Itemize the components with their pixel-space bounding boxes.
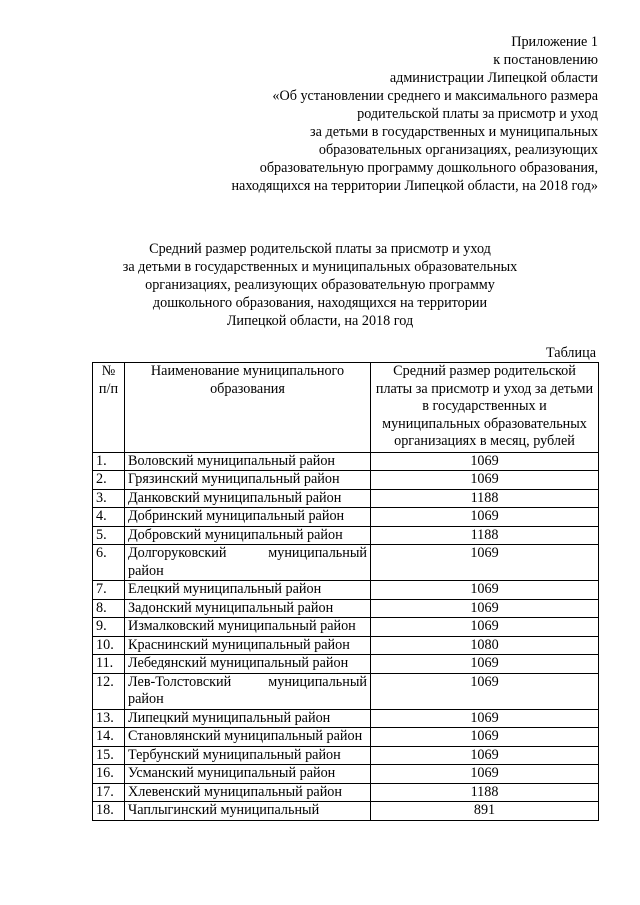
row-name: Лебедянский муниципальный район bbox=[125, 655, 371, 674]
table-row bbox=[93, 452, 599, 471]
row-name: Воловский муниципальный район bbox=[125, 452, 371, 471]
row-number: 11. bbox=[93, 655, 125, 674]
row-value: 1069 bbox=[371, 618, 599, 637]
row-value: 1188 bbox=[371, 526, 599, 545]
row-number: 5. bbox=[93, 526, 125, 545]
row-number: 3. bbox=[93, 489, 125, 508]
table-row bbox=[93, 783, 599, 802]
appendix-line: к постановлению bbox=[493, 52, 598, 68]
table-header-row bbox=[93, 363, 599, 453]
row-number: 7. bbox=[93, 581, 125, 600]
table-row bbox=[93, 802, 599, 821]
header-value bbox=[371, 363, 599, 453]
row-name: Добринский муниципальный район bbox=[125, 508, 371, 527]
row-number: 1. bbox=[93, 452, 125, 471]
row-name: Задонский муниципальный район bbox=[125, 599, 371, 618]
header-number-line1: № bbox=[101, 363, 116, 379]
row-number: 15. bbox=[93, 746, 125, 765]
row-value: 1069 bbox=[371, 746, 599, 765]
row-name: Липецкий муниципальный район bbox=[125, 709, 371, 728]
appendix-line: образовательную программу дошкольного образования, bbox=[259, 160, 598, 176]
table-row bbox=[93, 581, 599, 600]
row-value: 1188 bbox=[371, 489, 599, 508]
row-number: 16. bbox=[93, 765, 125, 784]
table-row bbox=[93, 636, 599, 655]
table-row bbox=[93, 526, 599, 545]
row-number: 13. bbox=[93, 709, 125, 728]
header-number-line2: п/п bbox=[98, 380, 119, 397]
row-value: 1069 bbox=[371, 581, 599, 600]
row-name: Елецкий муниципальный район bbox=[125, 581, 371, 600]
row-value: 1069 bbox=[371, 545, 599, 581]
row-name: Грязинский муниципальный район bbox=[125, 471, 371, 490]
row-name: Добровский муниципальный район bbox=[125, 526, 371, 545]
table-caption: Таблица bbox=[545, 345, 596, 361]
table-row bbox=[93, 728, 599, 747]
row-name: Хлевенский муниципальный район bbox=[125, 783, 371, 802]
row-value: 1069 bbox=[371, 728, 599, 747]
row-name: Данковский муниципальный район bbox=[125, 489, 371, 508]
fees-table bbox=[92, 362, 599, 821]
row-value: 1069 bbox=[371, 599, 599, 618]
row-value: 1069 bbox=[371, 452, 599, 471]
appendix-line: администрации Липецкой области bbox=[389, 70, 598, 86]
row-name: Становлянский муниципальный район bbox=[125, 728, 371, 747]
row-value: 1069 bbox=[371, 655, 599, 674]
header-value-text: Средний размер родительской платы за присмотр и уход за детьми в государственных и муниципальных образовательных организациях в месяц, рублей bbox=[375, 363, 594, 449]
row-name: Чаплыгинский муниципальный bbox=[125, 802, 371, 821]
appendix-line: образовательных организациях, реализующих bbox=[318, 142, 598, 158]
row-name: Краснинский муниципальный район bbox=[125, 636, 371, 655]
table-row bbox=[93, 709, 599, 728]
title-line: Липецкой области, на 2018 год bbox=[226, 313, 414, 329]
appendix-header bbox=[178, 33, 598, 195]
header-number bbox=[93, 363, 125, 453]
table-row bbox=[93, 508, 599, 527]
row-number: 10. bbox=[93, 636, 125, 655]
table-row bbox=[93, 471, 599, 490]
title-line: организациях, реализующих образовательную программу bbox=[145, 277, 495, 293]
row-name: Долгоруковский муниципальный район bbox=[125, 545, 371, 581]
document-title bbox=[0, 240, 640, 330]
appendix-line: Приложение 1 bbox=[511, 34, 598, 50]
table-row bbox=[93, 746, 599, 765]
table-row bbox=[93, 765, 599, 784]
table-row bbox=[93, 545, 599, 581]
header-name bbox=[125, 363, 371, 453]
header-name-text: Наименование муниципального образования bbox=[150, 363, 345, 397]
title-line: Средний размер родительской платы за присмотр и уход bbox=[149, 241, 491, 257]
row-number: 2. bbox=[93, 471, 125, 490]
table-body bbox=[93, 452, 599, 820]
row-value: 1069 bbox=[371, 673, 599, 709]
table-row bbox=[93, 599, 599, 618]
row-name: Усманский муниципальный район bbox=[125, 765, 371, 784]
row-number: 9. bbox=[93, 618, 125, 637]
row-number: 12. bbox=[93, 673, 125, 709]
row-number: 4. bbox=[93, 508, 125, 527]
row-name: Измалковский муниципальный район bbox=[125, 618, 371, 637]
title-line: дошкольного образования, находящихся на территории bbox=[152, 295, 488, 311]
title-line: за детьми в государственных и муниципальных образовательных bbox=[122, 259, 518, 275]
appendix-line: за детьми в государственных и муниципальных bbox=[310, 124, 598, 140]
row-number: 8. bbox=[93, 599, 125, 618]
row-name: Лев-Толстовский муниципальный район bbox=[125, 673, 371, 709]
row-value: 1080 bbox=[371, 636, 599, 655]
appendix-line: «Об установлении среднего и максимального размера bbox=[272, 88, 598, 104]
appendix-line: находящихся на территории Липецкой области, на 2018 год» bbox=[231, 178, 598, 194]
row-number: 14. bbox=[93, 728, 125, 747]
appendix-line: родительской платы за присмотр и уход bbox=[357, 106, 598, 122]
row-value: 1069 bbox=[371, 765, 599, 784]
table-row bbox=[93, 673, 599, 709]
row-value: 1069 bbox=[371, 508, 599, 527]
table-row bbox=[93, 655, 599, 674]
row-value: 1188 bbox=[371, 783, 599, 802]
row-value: 1069 bbox=[371, 471, 599, 490]
row-value: 1069 bbox=[371, 709, 599, 728]
row-number: 17. bbox=[93, 783, 125, 802]
row-number: 6. bbox=[93, 545, 125, 581]
row-value: 891 bbox=[371, 802, 599, 821]
row-name: Тербунский муниципальный район bbox=[125, 746, 371, 765]
table-row bbox=[93, 489, 599, 508]
row-number: 18. bbox=[93, 802, 125, 821]
table-row bbox=[93, 618, 599, 637]
